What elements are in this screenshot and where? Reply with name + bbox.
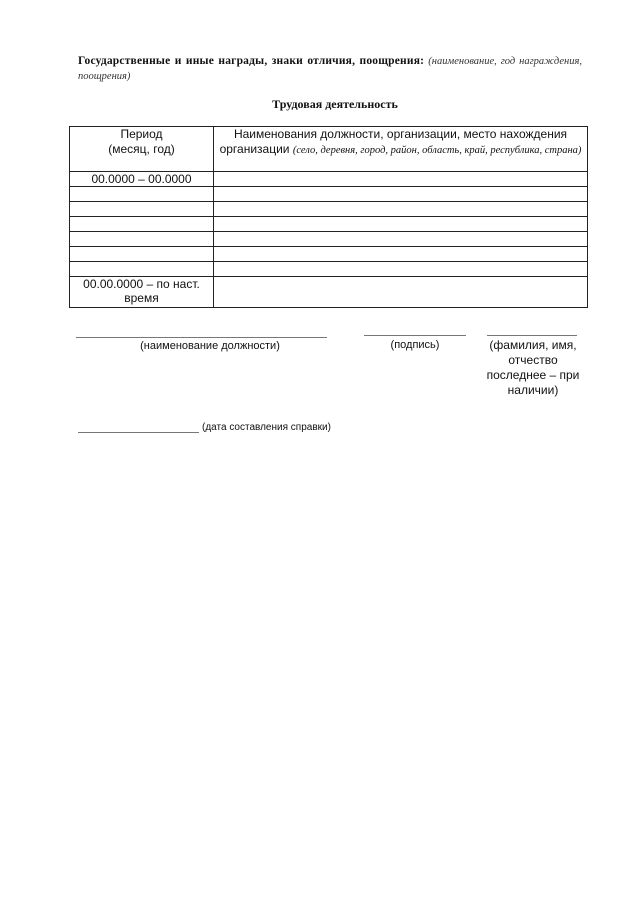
fio-label: (фамилия, имя, отчество последнее – при наличии) <box>486 338 580 397</box>
awards-heading: Государственные и иные награды, знаки отличия, поощрения: <box>78 55 425 67</box>
date-label: (дата составления справки) <box>202 422 331 433</box>
position-line <box>76 337 327 338</box>
period-cell: 00.00.0000 – по наст. время <box>70 277 214 308</box>
header-name-text: Наименования должности, организации, место нахождения организации <box>219 127 568 156</box>
period-cell <box>70 202 214 217</box>
employment-table <box>69 126 588 308</box>
table-row <box>70 277 588 308</box>
table-row <box>70 262 588 277</box>
table-row <box>70 172 588 187</box>
period-cell <box>70 232 214 247</box>
period-cell: 00.0000 – 00.0000 <box>70 172 214 187</box>
table-row <box>70 202 588 217</box>
table-row <box>70 217 588 232</box>
header-period <box>70 127 214 172</box>
section-title: Трудовая деятельность <box>272 97 398 111</box>
period-cell <box>70 217 214 232</box>
header-period-line2: (месяц, год) <box>108 142 175 156</box>
table-row <box>70 232 588 247</box>
header-name-hint: (село, деревня, город, район, область, край, республика, страна) <box>292 145 582 156</box>
table-body <box>70 172 588 308</box>
signature-label: (подпись) <box>390 339 440 351</box>
date-line <box>78 432 199 433</box>
header-period-line1: Период <box>120 127 163 141</box>
table-row <box>70 247 588 262</box>
position-organization-cell <box>214 217 588 232</box>
table-row <box>70 187 588 202</box>
position-organization-cell <box>214 187 588 202</box>
period-cell <box>70 247 214 262</box>
awards-hint: (наименование, год награждения, поощрения) <box>78 56 582 82</box>
header-name <box>214 127 588 172</box>
awards-paragraph <box>78 54 582 84</box>
period-cell <box>70 262 214 277</box>
position-organization-cell <box>214 247 588 262</box>
fio-line <box>487 335 577 336</box>
position-organization-cell <box>214 232 588 247</box>
position-organization-cell <box>214 172 588 187</box>
position-organization-cell <box>214 277 588 308</box>
position-label: (наименование должности) <box>140 340 280 352</box>
position-organization-cell <box>214 262 588 277</box>
signature-line <box>364 335 466 336</box>
position-organization-cell <box>214 202 588 217</box>
period-cell <box>70 187 214 202</box>
